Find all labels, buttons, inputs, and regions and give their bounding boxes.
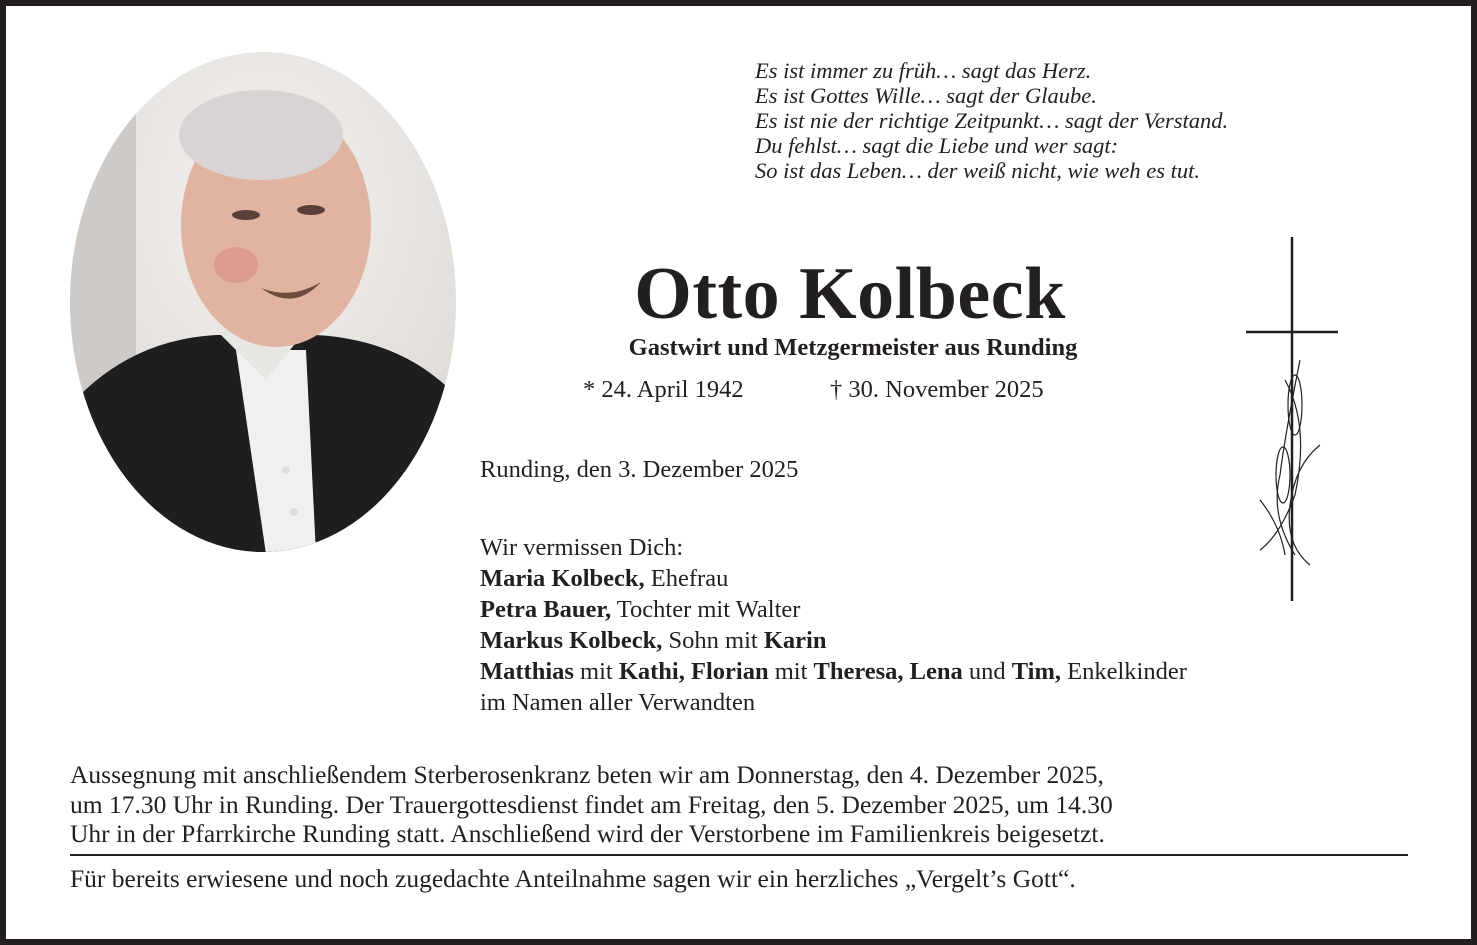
- connector: und: [962, 658, 1012, 685]
- connector: mit: [573, 658, 619, 685]
- divider: [70, 854, 1408, 856]
- mourner-name: Petra Bauer,: [480, 596, 612, 623]
- place-date: Runding, den 3. Dezember 2025: [480, 456, 799, 483]
- mourner-name: Matthias: [480, 658, 574, 685]
- cross-wheat-icon: [1240, 235, 1350, 605]
- subtitle: Gastwirt und Metzgermeister aus Runding: [628, 334, 1078, 361]
- mourner-line: [480, 658, 1187, 686]
- mourner-name: Theresa, Lena: [813, 658, 963, 685]
- mourner-relation: Tochter mit Walter: [611, 596, 801, 623]
- mourner-line: im Namen aller Verwandten: [480, 689, 756, 716]
- mourner-name: Tim,: [1011, 658, 1062, 685]
- poem-line: Es ist Gottes Wille… sagt der Glaube.: [755, 83, 1097, 108]
- death-date: † 30. November 2025: [830, 376, 1044, 403]
- mourners-intro: Wir vermissen Dich:: [480, 534, 684, 561]
- mourner-name: Markus Kolbeck,: [480, 627, 663, 654]
- thanks-line: Für bereits erwiesene und noch zugedachte Anteilnahme sagen wir ein herzliches „Vergelt’s Gott“.: [70, 864, 1076, 893]
- deceased-name: Otto Kolbeck: [634, 253, 1066, 335]
- poem-line: So ist das Leben… der weiß nicht, wie weh es tut.: [755, 158, 1200, 183]
- mourner-relation: Ehefrau: [644, 565, 729, 592]
- poem-line: Es ist immer zu früh… sagt das Herz.: [755, 58, 1092, 83]
- service-line: Uhr in der Pfarrkirche Runding statt. Anschließend wird der Verstorbene im Familienkreis beigesetzt.: [70, 819, 1105, 848]
- mourner-line: [480, 627, 826, 655]
- mourner-line: [480, 596, 800, 624]
- mourner-name: Maria Kolbeck,: [480, 565, 645, 592]
- poem-line: Du fehlst… sagt die Liebe und wer sagt:: [755, 133, 1119, 158]
- service-line: um 17.30 Uhr in Runding. Der Trauergottesdienst findet am Freitag, den 5. Dezember 2025, um 14.30: [70, 790, 1113, 819]
- mourner-relation: Sohn mit: [662, 627, 764, 654]
- poem-line: Es ist nie der richtige Zeitpunkt… sagt der Verstand.: [755, 108, 1229, 133]
- mourner-line: [480, 565, 728, 593]
- connector: mit: [768, 658, 814, 685]
- birth-date: * 24. April 1942: [583, 376, 744, 403]
- mourner-relation: Enkelkinder: [1061, 658, 1187, 685]
- service-line: Aussegnung mit anschließendem Sterberosenkranz beten wir am Donnerstag, den 4. Dezember 2025,: [70, 760, 1104, 789]
- mourner-name: Kathi, Florian: [618, 658, 769, 685]
- mourner-name: Karin: [763, 627, 827, 654]
